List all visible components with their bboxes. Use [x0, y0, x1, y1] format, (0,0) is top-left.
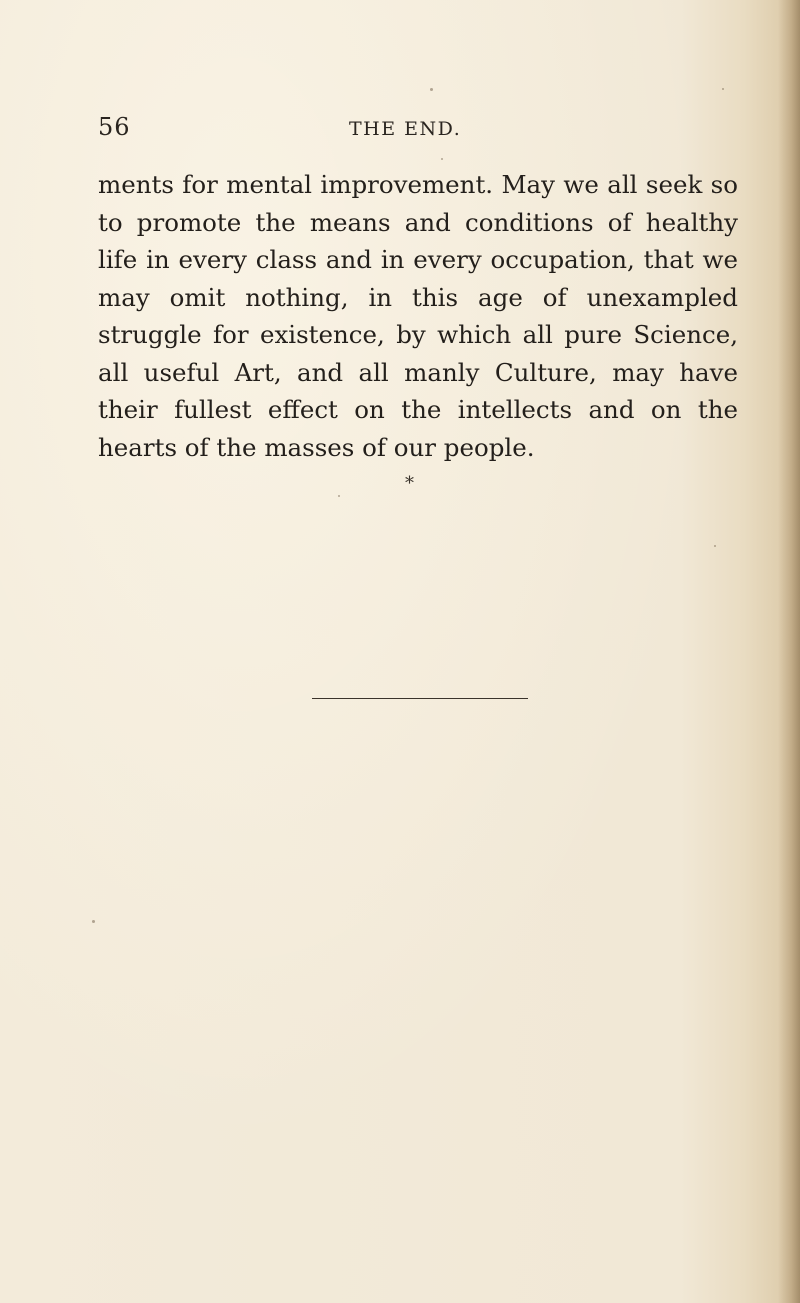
- running-title: THE END.: [349, 118, 462, 140]
- paper-speck: [92, 920, 95, 923]
- paper-speck: [722, 88, 724, 90]
- page-number: 56: [98, 113, 131, 141]
- running-head: [98, 112, 738, 142]
- paper-speck: [441, 158, 443, 160]
- page-edge-shadow: [778, 0, 800, 1303]
- end-rule: [312, 698, 528, 699]
- paper-speck: [430, 88, 433, 91]
- body-paragraph: ments for mental improvement. May we all seek so to promote the means and conditions of healthy life in every class and in every occupation, that we may omit nothing, in this age of unexampled struggle for existence, by which all pure Science, all useful Art, and all manly Culture, may have their fullest effect on the intellects and on the hearts of the masses of our people.: [98, 170, 738, 462]
- paper-speck: [714, 545, 716, 547]
- asterism-ornament: *: [405, 473, 414, 494]
- paper-speck: [338, 495, 340, 497]
